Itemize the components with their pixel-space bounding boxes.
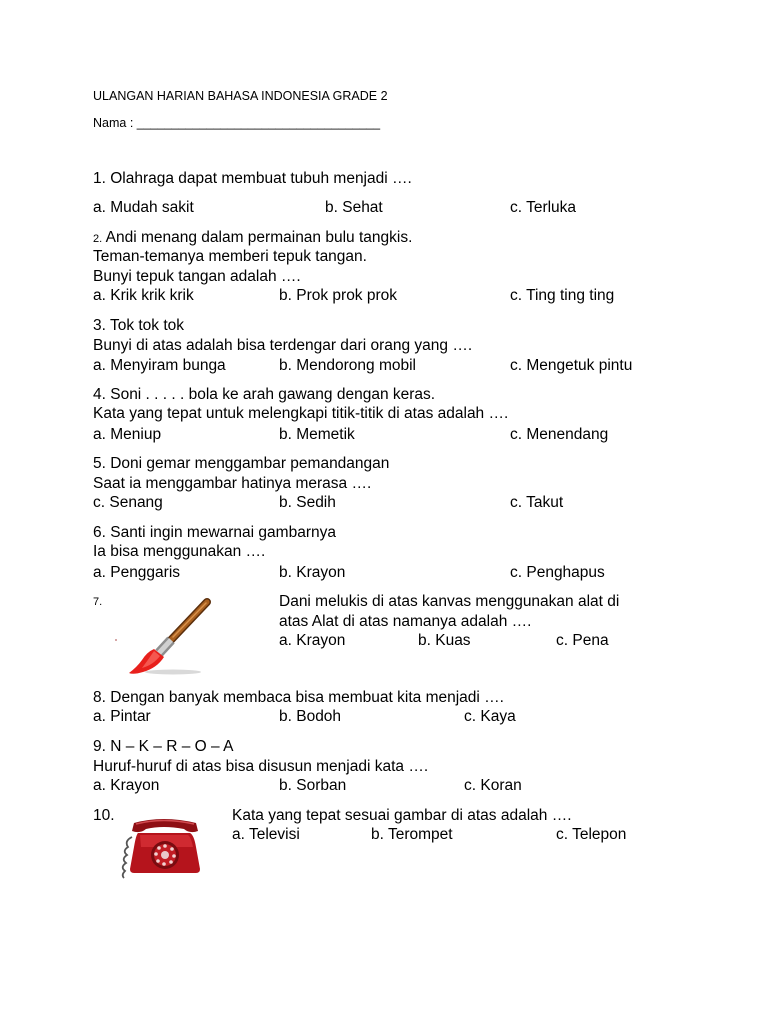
question-4-option-a: a. Meniup — [93, 426, 162, 443]
question-4-line-1: 4. Soni . . . . . bola ke arah gawang dengan keras. — [93, 386, 436, 403]
question-7-line-1: Dani melukis di atas kanvas menggunakan alat di — [279, 593, 620, 610]
telephone-icon — [118, 817, 206, 879]
question-8-number: 8. — [93, 689, 106, 706]
question-8-text: Dengan banyak membaca bisa membuat kita menjadi …. — [110, 689, 504, 706]
question-6-option-c: c. Penghapus — [510, 564, 605, 581]
question-6-line-1: 6. Santi ingin mewarnai gambarnya — [93, 524, 336, 541]
question-5-option-b: b. Sedih — [279, 494, 336, 511]
question-2-number: 2. — [93, 233, 103, 245]
question-3-option-a: a. Menyiram bunga — [93, 357, 226, 374]
question-10-option-b: b. Terompet — [371, 826, 453, 843]
question-10-number: 10. — [93, 807, 115, 824]
question-3-line-1: 3. Tok tok tok — [93, 317, 185, 334]
question-6-option-a: a. Penggaris — [93, 564, 181, 581]
question-1-option-a: a. Mudah sakit — [93, 199, 194, 216]
question-4-line-2: Kata yang tepat untuk melengkapi titik-titik di atas adalah …. — [93, 405, 509, 422]
question-2-text: Andi menang dalam permainan bulu tangkis. — [105, 229, 413, 246]
question-5-line-1: 5. Doni gemar menggambar pemandangan — [93, 455, 390, 472]
question-1-text: 1. Olahraga dapat membuat tubuh menjadi …. — [93, 170, 412, 187]
question-8-option-a: a. Pintar — [93, 708, 151, 725]
question-9-option-a: a. Krayon — [93, 777, 160, 794]
question-8-line-1 — [93, 689, 504, 707]
question-9-option-b: b. Sorban — [279, 777, 347, 794]
question-4-option-b: b. Memetik — [279, 426, 355, 443]
question-7-option-c: c. Pena — [556, 632, 609, 649]
paintbrush-icon — [113, 596, 217, 682]
question-2-line-2: Teman-temanya memberi tepuk tangan. — [93, 248, 367, 265]
question-5-line-2: Saat ia menggambar hatinya merasa …. — [93, 475, 372, 492]
question-5-option-c: c. Takut — [510, 494, 564, 511]
question-2-line-3: Bunyi tepuk tangan adalah …. — [93, 268, 301, 285]
question-9-line-1: 9. N – K – R – O – A — [93, 738, 234, 755]
question-6-option-b: b. Krayon — [279, 564, 346, 581]
question-7-line-2: atas Alat di atas namanya adalah …. — [279, 613, 532, 630]
question-1-option-b: b. Sehat — [325, 199, 383, 216]
question-1-option-c: c. Terluka — [510, 199, 577, 216]
worksheet-title: ULANGAN HARIAN BAHASA INDONESIA GRADE 2 — [93, 89, 388, 103]
question-9-option-c: c. Koran — [464, 777, 522, 794]
name-field-label: Nama : ___________________________________ — [93, 116, 381, 130]
question-7-option-b: b. Kuas — [418, 632, 471, 649]
question-10-option-c: c. Telepon — [556, 826, 627, 843]
question-8-option-b: b. Bodoh — [279, 708, 342, 725]
question-4-option-c: c. Menendang — [510, 426, 609, 443]
question-10-option-a: a. Televisi — [232, 826, 300, 843]
question-2-option-b: b. Prok prok prok — [279, 287, 398, 304]
question-9-line-2: Huruf-huruf di atas bisa disusun menjadi kata …. — [93, 758, 429, 775]
question-3-option-b: b. Mendorong mobil — [279, 357, 416, 374]
question-7-number: 7. — [93, 596, 103, 608]
question-3-line-2: Bunyi di atas adalah bisa terdengar dari orang yang …. — [93, 337, 473, 354]
question-5-option-a: c. Senang — [93, 494, 163, 511]
question-7-option-a: a. Krayon — [279, 632, 346, 649]
question-2-option-a: a. Krik krik krik — [93, 287, 194, 304]
question-3-option-c: c. Mengetuk pintu — [510, 357, 633, 374]
question-8-option-c: c. Kaya — [464, 708, 516, 725]
question-2-line-1 — [93, 229, 412, 247]
question-10-line-1: Kata yang tepat sesuai gambar di atas adalah …. — [232, 807, 572, 824]
question-6-line-2: Ia bisa menggunakan …. — [93, 543, 266, 560]
question-2-option-c: c. Ting ting ting — [510, 287, 615, 304]
